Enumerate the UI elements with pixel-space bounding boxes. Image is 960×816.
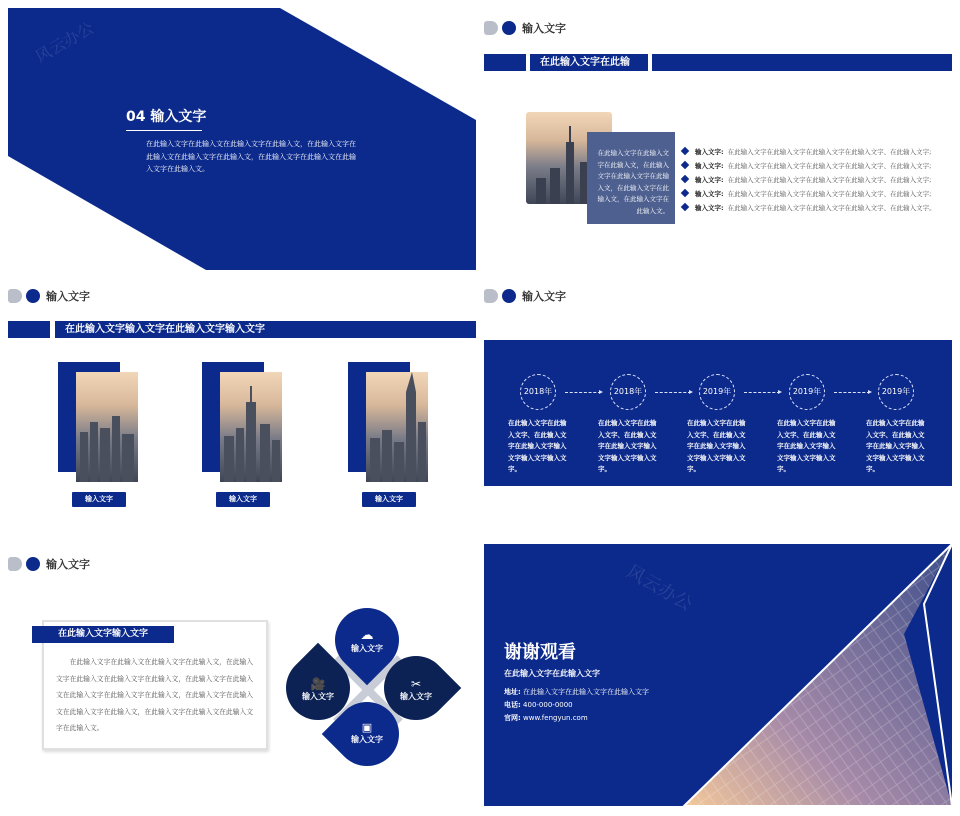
- camera-icon: 🎥: [310, 676, 326, 691]
- gray-dot-icon: [484, 289, 498, 303]
- slide-header: [484, 288, 566, 304]
- blue-dot-icon: [26, 289, 40, 303]
- title-bar-text: 在此输入文字输入文字在此输入文字输入文字: [55, 321, 476, 338]
- arrow-right-icon: [655, 392, 691, 393]
- presentation-icon: ▣: [361, 721, 373, 734]
- cloud-icon: ☁: [360, 628, 374, 643]
- info-box-text: 在此输入文字在此输入文字在此输入文，在此输入文字在此输入文字在此输入文，在此输入文字在此输入文，在此输入文字在此输入文。: [597, 149, 669, 215]
- diamond-icon: [681, 175, 689, 183]
- arrow-right-icon: [834, 392, 870, 393]
- year-circle: 2018年: [520, 374, 556, 410]
- slide-1: [8, 8, 476, 270]
- list-item: 输入文字: 在此输入文字在此输入文字在此输入文字在此输入文字、在此输入文字。: [682, 200, 936, 214]
- contact-phone: 电话: 400-000-0000: [504, 701, 573, 709]
- section-body: 在此输入文字在此输入文在此输入文字在此输入文，在此输入文字在此输入文在此输入文字在此输入文，在此输入文字在此输入文在此输入文字在此输入文。: [146, 140, 356, 173]
- card-title: 在此输入文字输入文字: [32, 626, 174, 643]
- slide-header: [8, 556, 90, 572]
- slide-4: [484, 276, 952, 538]
- skyline-icon: [366, 372, 428, 482]
- diamond-icon: [681, 189, 689, 197]
- blue-dot-icon: [26, 557, 40, 571]
- timeline-text: 在此输入文字在此输入文字、在此输入文字在此输入文字输入文字输入文字输入文字。: [687, 419, 746, 473]
- city-photo: [220, 372, 282, 482]
- timeline-text: 在此输入文字在此输入文字、在此输入文字在此输入文字输入文字输入文字输入文字。: [777, 419, 836, 473]
- watermark: 风云办公: [32, 18, 97, 67]
- tools-icon: ✂: [410, 676, 422, 691]
- skyline-icon: [220, 372, 282, 482]
- title-bar-left: [484, 54, 526, 71]
- year-circle: 2019年: [699, 374, 735, 410]
- list-item: 输入文字: 在此输入文字在此输入文字在此输入文字在此输入文字、在此输入文字;: [682, 172, 936, 186]
- petal-bottom-label: ▣ 输入文字: [351, 721, 383, 744]
- photo-1-button[interactable]: 输入文字: [72, 492, 126, 507]
- slide-3: [8, 276, 476, 538]
- list-item: 输入文字: 在此输入文字在此输入文字在此输入文字在此输入文字、在此输入文字;: [682, 144, 936, 158]
- slide-header: [484, 20, 566, 36]
- gray-dot-icon: [8, 289, 22, 303]
- section-title: 04 输入文字: [126, 109, 207, 125]
- diamond-icon: [681, 161, 689, 169]
- header-label: 输入文字: [46, 290, 90, 303]
- timeline-text: 在此输入文字在此输入文字、在此输入文字在此输入文字输入文字输入文字输入文字。: [866, 419, 925, 473]
- blue-dot-icon: [502, 21, 516, 35]
- header-label: 输入文字: [522, 22, 566, 35]
- slide-6: [484, 544, 952, 806]
- slide-header: [8, 288, 90, 304]
- timeline-text: 在此输入文字在此输入文字、在此输入文字在此输入文字输入文字输入文字输入文字。: [598, 419, 657, 473]
- contact-address: 地址: 在此输入文字在此输入文字在此输入文字: [504, 688, 650, 696]
- photo-3-button[interactable]: 输入文字: [362, 492, 416, 507]
- diamond-icon: [681, 203, 689, 211]
- watermark: 风云办公: [622, 561, 696, 616]
- skyline-icon: [76, 372, 138, 482]
- year-circle: 2019年: [878, 374, 914, 410]
- thanks-title: 谢谢观看: [504, 642, 576, 663]
- photo-2-button[interactable]: 输入文字: [216, 492, 270, 507]
- arrow-right-icon: [565, 392, 601, 393]
- title-bar-right: [652, 54, 952, 71]
- list-item: 输入文字: 在此输入文字在此输入文字在此输入文字在此输入文字、在此输入文字;: [682, 158, 936, 172]
- bullet-list: [682, 144, 936, 214]
- header-label: 输入文字: [522, 290, 566, 303]
- diamond-icon: [681, 147, 689, 155]
- title-underline: [126, 130, 202, 131]
- petal-left-label: 🎥 输入文字: [302, 676, 334, 701]
- gray-dot-icon: [484, 21, 498, 35]
- contact-website[interactable]: 官网: www.fengyun.com: [504, 714, 588, 722]
- arrow-right-icon: [744, 392, 780, 393]
- slide-2: [484, 8, 952, 270]
- thanks-subtitle: 在此输入文字在此输入文字: [504, 669, 600, 678]
- petal-right-label: ✂ 输入文字: [400, 676, 432, 701]
- gray-dot-icon: [8, 557, 22, 571]
- petal-top-label: ☁ 输入文字: [351, 628, 383, 653]
- blue-dot-icon: [502, 289, 516, 303]
- list-item: 输入文字: 在此输入文字在此输入文字在此输入文字在此输入文字、在此输入文字;: [682, 186, 936, 200]
- year-circle: 2019年: [789, 374, 825, 410]
- timeline-text: 在此输入文字在此输入文字、在此输入文字在此输入文字输入文字输入文字输入文字。: [508, 419, 567, 473]
- info-box: [587, 132, 675, 224]
- title-bar-left: [8, 321, 50, 338]
- slide-5: [8, 544, 476, 806]
- city-photo: [76, 372, 138, 482]
- header-label: 输入文字: [46, 558, 90, 571]
- year-circle: 2018年: [610, 374, 646, 410]
- timeline-panel: [484, 340, 952, 486]
- card-text: 在此输入文字在此输入文在此输入文字在此输入文，在此输入文字在此输入文在此输入文字在此输入文，在此输入文字在此输入文在此输入文字在此输入文字在此输入文，在此输入文字在此输入文在此输入文字在此输入文，在此输入文字在此输入文在此输入文字在此输入文。: [56, 658, 254, 732]
- title-bar-text: 在此输入文字在此输入文字输入文字: [530, 54, 648, 71]
- city-photo: [366, 372, 428, 482]
